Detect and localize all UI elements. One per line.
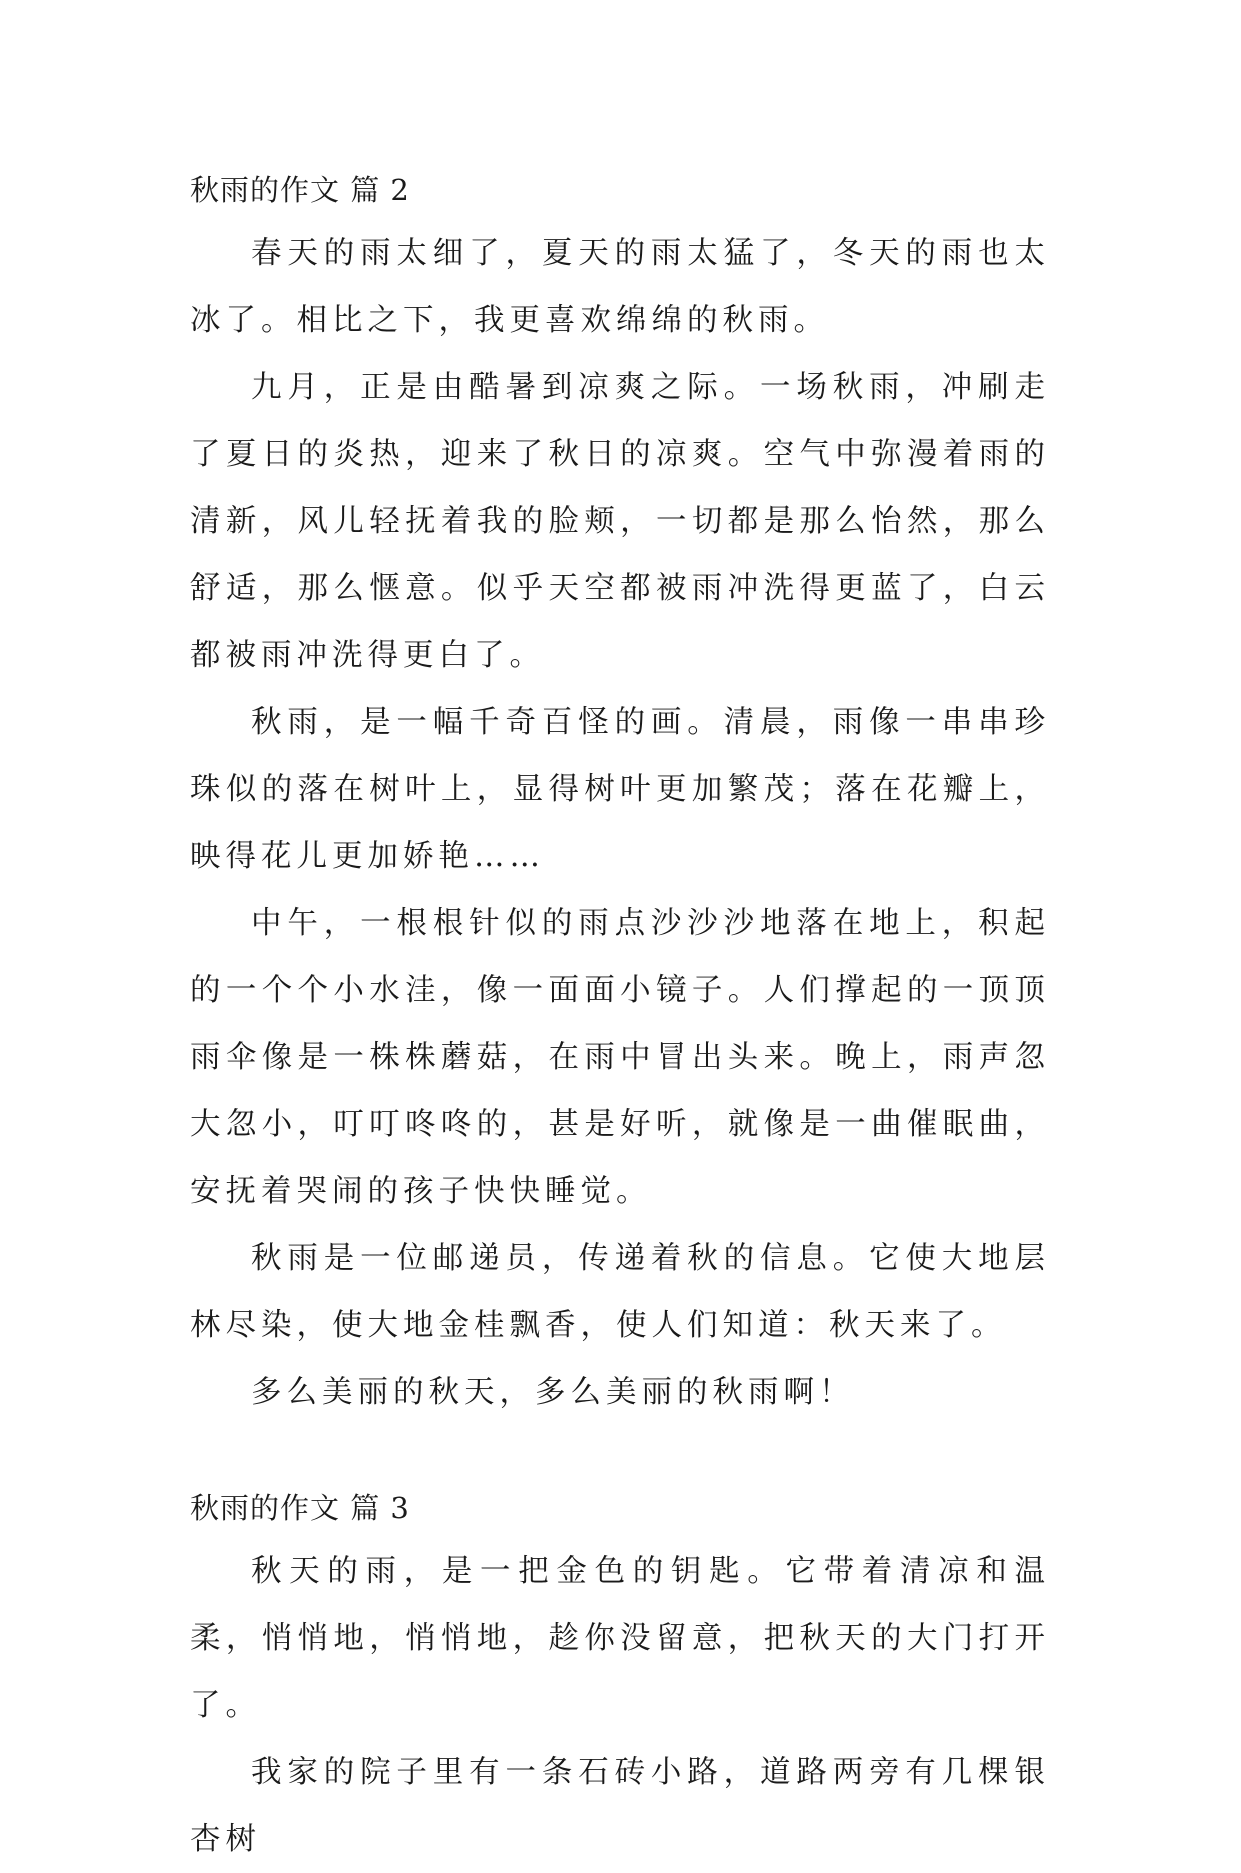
document-body bbox=[190, 160, 1050, 1873]
article-2-paragraph-1: 春天的雨太细了，夏天的雨太猛了，冬天的雨也太冰了。相比之下，我更喜欢绵绵的秋雨。 bbox=[190, 236, 1050, 338]
article-2-paragraph-5: 秋雨是一位邮递员，传递着秋的信息。它使大地层林尽染，使大地金桂飘香，使人们知道：秋天来了。 bbox=[190, 1241, 1050, 1343]
article-2-paragraph-6: 多么美丽的秋天，多么美丽的秋雨啊！ bbox=[251, 1375, 855, 1410]
article-2-paragraph-4: 中午，一根根针似的雨点沙沙沙地落在地上，积起的一个个小水洼，像一面面小镜子。人们撑起的一顶顶雨伞像是一株株蘑菇，在雨中冒出头来。晚上，雨声忽大忽小，叮叮咚咚的，甚是好听，就像是一曲催眠曲，安抚着哭闹的孩子快快睡觉。 bbox=[190, 906, 1050, 1209]
article-2-paragraph-3: 秋雨，是一幅千奇百怪的画。清晨，雨像一串串珍珠似的落在树叶上，显得树叶更加繁茂；落在花瓣上，映得花儿更加娇艳…… bbox=[190, 705, 1050, 874]
article-3-heading: 秋雨的作文 篇 3 bbox=[190, 1491, 410, 1525]
article-2-paragraph-2: 九月，正是由酷暑到凉爽之际。一场秋雨，冲刷走了夏日的炎热，迎来了秋日的凉爽。空气中弥漫着雨的清新，风儿轻抚着我的脸颊，一切都是那么怡然，那么舒适，那么惬意。似乎天空都被雨冲洗得更蓝了，白云都被雨冲洗得更白了。 bbox=[190, 370, 1050, 673]
article-2-heading: 秋雨的作文 篇 2 bbox=[190, 173, 410, 207]
section-spacer bbox=[190, 1426, 1050, 1478]
article-3-paragraph-1: 秋天的雨，是一把金色的钥匙。它带着清凉和温柔，悄悄地，悄悄地，趁你没留意，把秋天的大门打开了。 bbox=[190, 1554, 1050, 1723]
article-3-paragraph-2: 我家的院子里有一条石砖小路，道路两旁有几棵银杏树 bbox=[190, 1755, 1050, 1857]
